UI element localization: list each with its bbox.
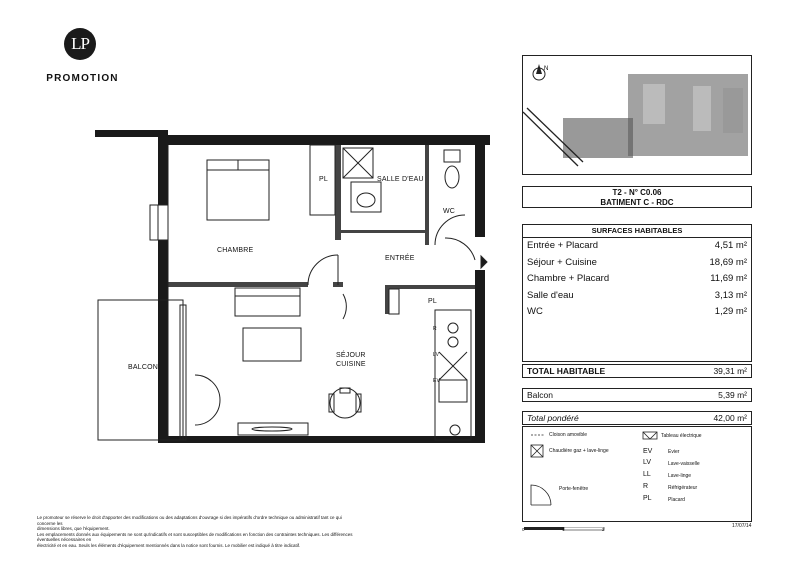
surface-row: [523, 304, 751, 321]
room-label-sejour: SÉJOUR: [336, 352, 366, 359]
legend-lv-text: Lave-vaisselle: [668, 461, 700, 467]
total-habitable-row: [522, 364, 752, 378]
balcon-label: Balcon: [527, 390, 553, 400]
legend-porte-fenetre: Porte-fenêtre: [559, 486, 589, 492]
surfaces-header: SURFACES HABITABLES: [523, 225, 751, 238]
disclaimer-line: dimensions libres, que l'équipement.: [37, 526, 110, 531]
legend-pl-code: PL: [643, 495, 652, 502]
floor-plan-drawing: [95, 130, 490, 445]
legend-ll-text: Lave-linge: [668, 473, 692, 479]
appliance-r: R: [433, 326, 437, 332]
balcon-value: 5,39 m²: [718, 390, 747, 400]
surface-value: 18,69 m²: [709, 256, 747, 268]
surface-label: WC: [527, 306, 543, 317]
room-label-chambre: CHAMBRE: [217, 247, 254, 254]
total-pondere-label: Total pondéré: [527, 413, 579, 423]
legal-disclaimer: [37, 515, 357, 548]
promoter-logo: [30, 28, 135, 88]
legend-r-code: R: [643, 483, 649, 490]
site-map-drawing: [523, 56, 752, 175]
surface-row: [523, 255, 751, 272]
legend-ev-text: Evier: [668, 449, 680, 455]
room-label-balcon: BALCON: [128, 364, 158, 371]
logo-monogram: LP: [64, 28, 96, 60]
room-label-placard-entree: PL: [428, 298, 437, 305]
room-label-salle-deau: SALLE D'EAU: [377, 176, 424, 183]
site-location-map: [522, 55, 752, 175]
surface-label: Entrée + Placard: [527, 240, 599, 251]
surface-value: 1,29 m²: [714, 306, 747, 317]
total-habitable-value: 39,31 m²: [713, 366, 747, 376]
surface-row: [523, 271, 751, 288]
legend-lv-code: LV: [643, 459, 652, 466]
surface-value: 4,51 m²: [714, 240, 747, 251]
disclaimer-line: Les emplacements donnés aux équipements ne sont qu'indicatifs et sont susceptibles de modifications en fonction des contraintes techniques. Les différences éventuelles nécessaires en: [37, 531, 353, 542]
legend-ev-code: EV: [643, 448, 653, 455]
building-floor: BATIMENT C - RDC: [600, 198, 674, 207]
room-label-wc: WC: [443, 208, 456, 215]
appliance-lv: LV: [433, 352, 440, 358]
room-label-placard: PL: [319, 176, 328, 183]
surface-label: Chambre + Placard: [527, 273, 610, 284]
legend-tableau: Tableau électrique: [661, 433, 702, 439]
appliance-ev: EV: [433, 378, 441, 384]
logo-name: PROMOTION: [46, 73, 119, 84]
legend-box: [522, 426, 752, 522]
floor-plan: [95, 130, 490, 445]
compass-north: N: [544, 66, 549, 72]
scale-tick-0: 0: [522, 527, 525, 532]
disclaimer-line: électricité et en eau. Seuls les éléments d'équipement mentionnés dans la notice sont fournis. Le mobilier est indiqué à titre indicatif.: [37, 542, 301, 548]
surface-row: [523, 288, 751, 305]
apartment-type-number: T2 - N° C0.06: [612, 188, 662, 197]
total-pondere-row: [522, 411, 752, 425]
legend-symbols: [523, 427, 753, 523]
legend-chaudiere: Chaudière gaz + lave-linge: [549, 448, 609, 454]
scale-tick-2: 2: [602, 527, 605, 532]
legend-ll-code: LL: [643, 471, 651, 478]
apartment-title-box: [522, 186, 752, 208]
surface-value: 11,69 m²: [710, 273, 747, 284]
balcon-row: [522, 388, 752, 402]
legend-r-text: Réfrigérateur: [668, 485, 698, 491]
surface-value: 3,13 m²: [714, 289, 747, 301]
room-label-cuisine: CUISINE: [336, 361, 366, 368]
total-pondere-value: 42,00 m²: [713, 413, 747, 423]
scale-tick-1: 1: [562, 527, 565, 532]
surface-row: [523, 238, 751, 255]
plan-date: 17/07/14: [732, 523, 752, 529]
surface-label: Séjour + Cuisine: [527, 256, 597, 268]
total-habitable-label: TOTAL HABITABLE: [527, 366, 606, 376]
surface-label: Salle d'eau: [527, 289, 574, 301]
legend-cloison: Cloison amovible: [549, 432, 588, 438]
legend-pl-text: Placard: [668, 497, 685, 503]
disclaimer-line: Le promoteur se réserve le droit d'apporter des modifications ou des adaptations d'ouvrage si des impératifs d'ordre technique ou administratif tant ce qui concerne les: [37, 515, 342, 526]
surfaces-table: [522, 224, 752, 362]
room-label-entree: ENTRÉE: [385, 255, 415, 262]
